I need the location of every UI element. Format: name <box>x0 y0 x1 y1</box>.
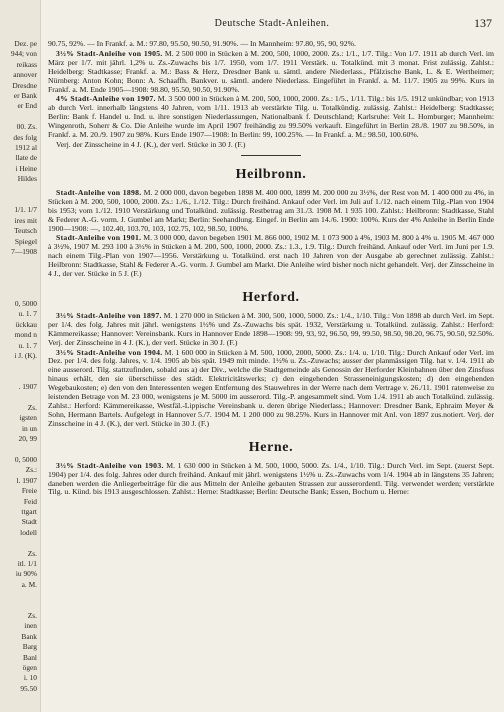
gutter-fragment: er Bank <box>13 91 37 100</box>
gutter-fragment: 1/1. 1/7 <box>14 205 37 215</box>
gutter-fragment: Stadt <box>21 517 37 527</box>
loan-entry <box>48 95 494 140</box>
gutter-fragment: u. 1. 7 <box>18 340 37 350</box>
left-page-gutter <box>0 0 41 712</box>
gutter-fragment: iu 90% <box>15 569 37 579</box>
loan-entry <box>48 189 494 234</box>
loan-entry <box>48 234 494 279</box>
gutter-fragment: ögen <box>22 663 37 672</box>
gutter-fragment: 7—1908 <box>11 247 37 256</box>
gutter-fragment: igsten <box>19 413 37 423</box>
loan-heading: 3½% Stadt-Anleihe von 1897. <box>56 310 162 320</box>
loan-text: M. 3 000 000, davon begeben 1901 M. 866 000, 1902 M. 1 073 900 à 4%, 1903 M. 800 à 4% u. 1905 M. 467 000 à 3½%, 1907 M. 293 100 à 3½% in Stücken à M. 200, 500, 1000, 2000. Zs.: 1.3., 1.9. Tilg.: Durch freihänd. Ankauf oder Verl. im Juni per 1.9. nach einem Tilg.-Plan von 1907—1956. Verstärkung u. Totalkünd. erst nach 10 Jahren von der Ausgabe ab gerechnet zulässig. Zahlst.: Heilbronn: Stadtkasse, Stahl & Federer A.-G. vorm. J. Gumbel am Markt. Die Anleihe wird bisher noch nicht gehandelt. Verj. der Zinsscheine in 4 J., der ver. Stücke in 5 J. (F.) <box>48 233 494 279</box>
gutter-fragment: lodell <box>20 527 37 537</box>
gutter-fragment: 95.50 <box>20 683 37 693</box>
gutter-fragment: Zs. <box>27 548 37 558</box>
gutter-fragment: Hildes <box>17 174 37 184</box>
gutter-fragment: reikass <box>16 59 37 69</box>
running-head <box>44 18 500 32</box>
city-heading: Heilbronn. <box>235 166 307 182</box>
gutter-fragment: 00. Zs. <box>16 122 37 132</box>
gutter-fragment: i J. (K). <box>14 351 37 360</box>
loan-heading: Stadt-Anleihe von 1898. <box>56 187 142 197</box>
gutter-fragment: i. 10 <box>23 673 37 683</box>
loan-heading: 3½% Stadt-Anleihe von 1904. <box>56 347 163 357</box>
loan-heading: 3½% Stadt-Anleihe von 1903. <box>56 460 164 470</box>
gutter-fragment: itl. 1/1 <box>17 559 37 568</box>
gutter-fragment: des folg <box>13 132 37 142</box>
loan-entry <box>48 462 494 498</box>
gutter-fragment: 944; von <box>10 49 37 59</box>
gutter-fragment: er End <box>17 101 37 111</box>
gutter-fragment: Zs. <box>27 611 37 620</box>
gutter-fragment: Bank <box>21 631 37 641</box>
gutter-fragment: . 1907 <box>18 382 37 392</box>
page-number: 137 <box>474 16 492 30</box>
gutter-fragment: 1912 al <box>15 143 37 152</box>
gutter-fragment: Spiegel <box>14 236 37 246</box>
gutter-fragment: 0, 5000 <box>14 455 37 464</box>
gutter-fragment: llate de <box>15 153 37 163</box>
gutter-fragment: inen <box>24 621 37 631</box>
paragraph: 90.75, 92%. — In Frankf. a. M.: 97.80, 95.50, 90.50, 91.90%. — In Mannheim: 97.80, 95, 90, 92%. <box>48 39 356 48</box>
gutter-fragment: u. 1. 7 <box>18 309 37 319</box>
gutter-fragment: 20, 99 <box>18 434 37 444</box>
loan-entry <box>48 312 494 348</box>
document-page <box>44 0 500 712</box>
city-heading: Herford. <box>242 289 300 305</box>
loan-text: M. 2 500 000 in Stücken à M. 200, 500, 1000, 2000. Zs.: 1/1., 1/7. Tilg.: Von 1/7. 1911 ab durch Verl. im März per 1/7. mit jährl. 1,2% u. Zs.-Zuwachs bis 1/7. 1950, vom 1/7. 1911 Verstärk. u. Totalkünd. mit 3 monat. Frist zulässig. Zahlst.: Heidelberg: Stadtkasse; Frankf. a. M.: Bass & Herz, Dresdner Bank u. sämtl. andere Niederlass., Pfälzische Bank, L. & E. Wertheimer; Nürnberg: Anton Kohn; Bonn: A. Schaaffh. Bankver. u. sämtl. andere Niederlass. Eingeführt in Frankf. a. M. 11/7. 1905 zu 99%. Kurs in Frankf. a. M. Ende 1905—1908: 98.80, 95.50, 90.50, 91.90%. <box>48 48 494 94</box>
loan-text: M. 3 500 000 in Stücken à M. 200, 500, 1000, 2000. Zs.: 1/5., 1/11. Tilg.: bis 1/5. 1912 unkündbar; von 1913 ab durch Verl. innerhalb längstens 40 Jahren, vom 1/11. 1913 ab verstärkte Tilg. u. Totalkündig. zulässig. Zahlst.: Heidelberg: Stadtkasse; Berlin: Bank f. Handel u. Ind. u. ihre sonstigen Niederlassungen, Nationalbank f. Deutschland; Karlsruhe: Veit L. Homburger; Mannheim: Wingenroth, Soherr & Co. Die Anleihe wurde im April 1907 freihändig zu 99.50% verkauft. Eingeführt in Berlin 28./8. 1907 zu 98.50%, in Frankf. a. M. 20./9. 1907 zu 98%. Kurs Ende 1907—1908: In Berlin: 99, 100.25%. — In Frankf. a. M.: 98.50, 100.60%. <box>48 94 494 140</box>
loan-entry <box>48 50 494 95</box>
gutter-fragment: Zs. <box>27 403 37 412</box>
city-heading: Herne. <box>248 439 294 455</box>
gutter-fragment: l. 1907 <box>16 475 37 485</box>
loan-heading: 4% Stadt-Anleihe von 1907. <box>56 94 156 104</box>
gutter-fragment: Dresdne <box>12 80 37 90</box>
gutter-fragment: mond n <box>14 330 37 340</box>
loan-heading: Stadt-Anleihe von 1901. <box>56 233 142 243</box>
gutter-fragment: Freie <box>21 486 37 496</box>
gutter-fragment: i Heine <box>15 163 37 173</box>
gutter-fragment: Zs.: <box>25 465 37 475</box>
paragraph: Verj. der Zinsscheine in 4 J. (K.), der verl. Stücke in 30 J. (F.) <box>56 139 246 149</box>
gutter-fragment: ückkau <box>15 319 37 329</box>
loan-text: M. 2 000 000, davon begeben 1898 M. 400 000, 1899 M. 200 000 zu 3½%, der Rest von M. 1 400 000 zu 4%, in Stücken à M. 200, 500, 1000, 2000. Zs.: 1./6., 1./12. Tilg.: Durch freihänd. Ankauf oder Verl. im Juli auf 1./12. nach einem Tilg.-Plan von 1904 bis 1953; vom 1./12. 1910 Verstärkung und Totalkünd. zulässig. Restbetrag am 31./3. 1908 M. 1 935 100. Zahlst.: Heilbronn: Stadtkasse, Stahl & Federer A.-G. vorm. J. Gumbel am Markt; Berlin: Seehandlung. Eingef. in Berlin am 14./6. 1900: 100%. Kurs der 4% Anleihe in Berlin Ende 1900—1908: —, 102.40, 103.70, 103, 102.75, 102, 98.50, 100%. <box>48 187 495 233</box>
gutter-fragment: Feid <box>23 496 37 506</box>
gutter-fragment: a. M. <box>21 579 37 589</box>
loan-text: M. 1 270 000 in Stücken à M. 300, 500, 1000, 5000. Zs.: 1/4., 1/10. Tilg.: Von 1898 ab durch Verl. im Sept. per 1/4. des folg. Jahres mit jährl. wenigstens 1½% und Zs.-Zuwachs bis spät. 1932, Verstärkung u. Totalkünd. zulässig. Zahlst.: Herford: Kämmereikasse; Hannover: Vereinsbank. Kurs in Hannover Ende 1898—1908: 99, 93, 92, 96.50, 99, 99.50, 98.50, 98.20, 96.75, 90.50, 92.50%. Verj. der Zinsscheine in 4 J. (K.), der verl. Stücke in 30 J. (F.) <box>48 310 495 347</box>
gutter-fragment: Dez. pe <box>14 39 37 48</box>
gutter-fragment: Barg <box>22 642 37 652</box>
loan-heading: 3½% Stadt-Anleihe von 1905. <box>56 48 163 58</box>
gutter-fragment: Teutsch <box>14 226 37 236</box>
loan-text: M. 1 630 000 in Stücken à M. 500, 1000, 5000. Zs. 1/4., 1/10. Tilg.: Durch Verl. im Sept. (zuerst Sept. 1904) per 1/4. des folg. Jahres oder durch freihänd. Ankauf mit jährl. wenigstens 1½% u. Zs.-Zuwachs vom 1/4. 1904 ab in längstens 35 Jahren; daneben werden die Anliegerbeiträge für die aus Mitteln der Anleihe gebauten Strassen zur ausserordentl. Tilg. verwendet werden; verstärkte Tilg. u. Künd. bis 1913 ausgeschlossen. Zahlst.: Herne: Stadtkasse; Berlin: Deutsche Bank; Essen, Bochum u. Herne: <box>48 460 495 497</box>
section-divider <box>241 155 301 156</box>
loan-text: M. 1 600 000 in Stücken à M. 500, 1000, 2000, 5000. Zs.: 1/4. u. 1/10. Tilg.: Durch Ankauf oder Verl. im Dez. per 1/4. des folg. Jahres, v. 1/4. 1905 ab bis spät. 1949 mit minde. 1½% u. Zs.-Zuwachs; ausser der planmässigen Tilg. hat v. 1/4. 1911 ab eine ausserord. Tilg. stattzufinden, sobald aus a) der Div., welche die Stadtgemeinde als Genossin der Herforder Kleinbahnen über den Zinsfuss hinaus erhält, den sie überschüsse des städt. Elektricitätswerks; c) den eingehenden Strasseneinigungskosten; d) den eingehenden Wegebaukosten; e) den von den Interessenten wegen Entfernung des Stauwehres in der Werre nach dem Vertrage v. 26./11. 1901 ratenweise zu leistenden Betrage von M. 23 000, wenigstens je M. 5000 im ausserord. Tilg.-P. angesammelt sind. Vom 1./4. 1911 ab auch Totalkünd. zulässig. Zahlst.: Herford: Kämmereikasse, Westfäl.-Lippische Vereinsbank u. deren übrige Niederlass.; Hannover: Dresdner Bank, Ephraim Meyer & Sohn, Hermann Bartels. Aufgelegt in Hannover 5./7. 1904 M. 1 200 000 zu 98.25%. Kurs in Hannover mit Anl. von 1897 zus.notiert. Verj. der Zinsscheine in 4 J. (K.), der verl. Stücke in 30 J. (F.) <box>48 347 494 428</box>
page-title: Deutsche Stadt-Anleihen. <box>214 18 330 29</box>
gutter-fragment: ires mit <box>14 215 37 225</box>
gutter-fragment: ttgart <box>21 507 37 516</box>
gutter-fragment: in un <box>22 423 37 433</box>
gutter-fragment: Banl <box>23 652 37 662</box>
gutter-fragment: annover <box>13 70 37 80</box>
gutter-fragment: 0, 5000 <box>14 299 37 308</box>
body-text <box>48 40 494 498</box>
loan-entry <box>48 349 494 429</box>
